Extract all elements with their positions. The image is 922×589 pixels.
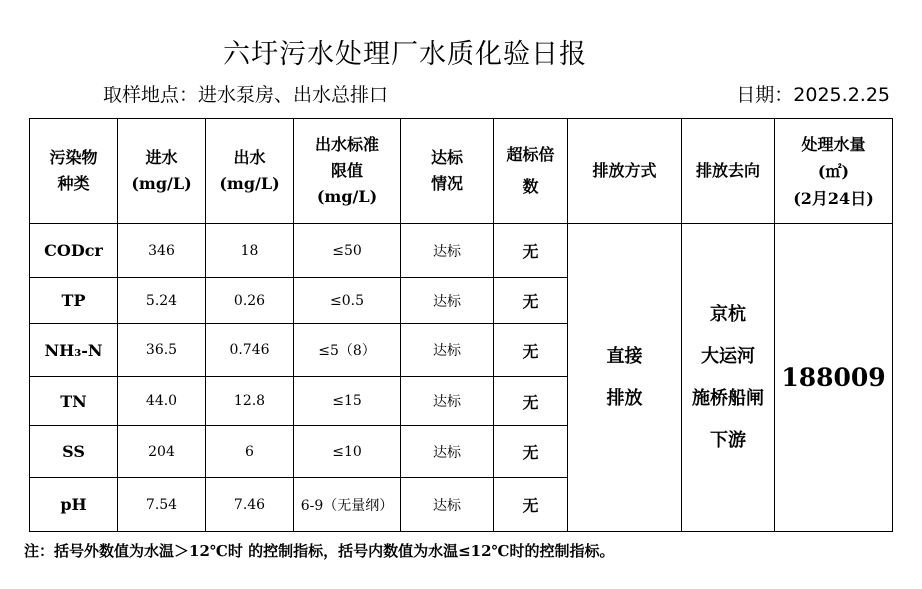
header-outlet: 出水 (mg/L): [206, 119, 294, 224]
header-exceed: 超标倍 数: [494, 119, 568, 224]
exceed-value: 无: [494, 478, 568, 532]
report-date: 日期：2025.2.25: [736, 84, 890, 106]
exceed-value: 无: [494, 324, 568, 377]
header-inlet: 进水 (mg/L): [118, 119, 206, 224]
header-pollutant: 污染物 种类: [30, 119, 118, 224]
pollutant-name: TP: [30, 278, 118, 324]
status-value: 达标: [401, 278, 494, 324]
inlet-value: 204: [118, 426, 206, 478]
sampling-location: 取样地点：进水泵房、出水总排口: [103, 84, 389, 106]
limit-value: ≤50: [294, 224, 401, 278]
header-limit: 出水标准 限值 (mg/L): [294, 119, 401, 224]
discharge-destination: 京杭 大运河 施桥船闸 下游: [682, 224, 775, 532]
header-status: 达标 情况: [401, 119, 494, 224]
outlet-value: 12.8: [206, 377, 294, 426]
limit-value: ≤15: [294, 377, 401, 426]
header-method: 排放方式: [568, 119, 682, 224]
status-value: 达标: [401, 324, 494, 377]
outlet-value: 18: [206, 224, 294, 278]
status-value: 达标: [401, 478, 494, 532]
treated-volume: 188009: [775, 224, 893, 532]
status-value: 达标: [401, 224, 494, 278]
exceed-value: 无: [494, 377, 568, 426]
table-row: [30, 224, 893, 278]
pollutant-name: SS: [30, 426, 118, 478]
outlet-value: 0.746: [206, 324, 294, 377]
inlet-value: 44.0: [118, 377, 206, 426]
discharge-method: 直接 排放: [568, 224, 682, 532]
pollutant-name: TN: [30, 377, 118, 426]
header-row: [30, 119, 893, 224]
outlet-value: 0.26: [206, 278, 294, 324]
footnote: 注：括号外数值为水温＞12℃时 的控制指标，括号内数值为水温≤12℃时的控制指标。: [24, 542, 615, 560]
water-quality-table: [29, 118, 893, 532]
limit-value: ≤5（8）: [294, 324, 401, 377]
outlet-value: 7.46: [206, 478, 294, 532]
header-destination: 排放去向: [682, 119, 775, 224]
inlet-value: 36.5: [118, 324, 206, 377]
status-value: 达标: [401, 426, 494, 478]
status-value: 达标: [401, 377, 494, 426]
inlet-value: 346: [118, 224, 206, 278]
pollutant-name: NH₃-N: [30, 324, 118, 377]
inlet-value: 7.54: [118, 478, 206, 532]
inlet-value: 5.24: [118, 278, 206, 324]
exceed-value: 无: [494, 426, 568, 478]
outlet-value: 6: [206, 426, 294, 478]
limit-value: 6-9（无量纲）: [294, 478, 401, 532]
report-title: 六圩污水处理厂水质化验日报: [223, 39, 587, 70]
exceed-value: 无: [494, 224, 568, 278]
exceed-value: 无: [494, 278, 568, 324]
limit-value: ≤0.5: [294, 278, 401, 324]
limit-value: ≤10: [294, 426, 401, 478]
header-volume: 处理水量 (㎡) (2月24日): [775, 119, 893, 224]
pollutant-name: pH: [30, 478, 118, 532]
pollutant-name: CODcr: [30, 224, 118, 278]
